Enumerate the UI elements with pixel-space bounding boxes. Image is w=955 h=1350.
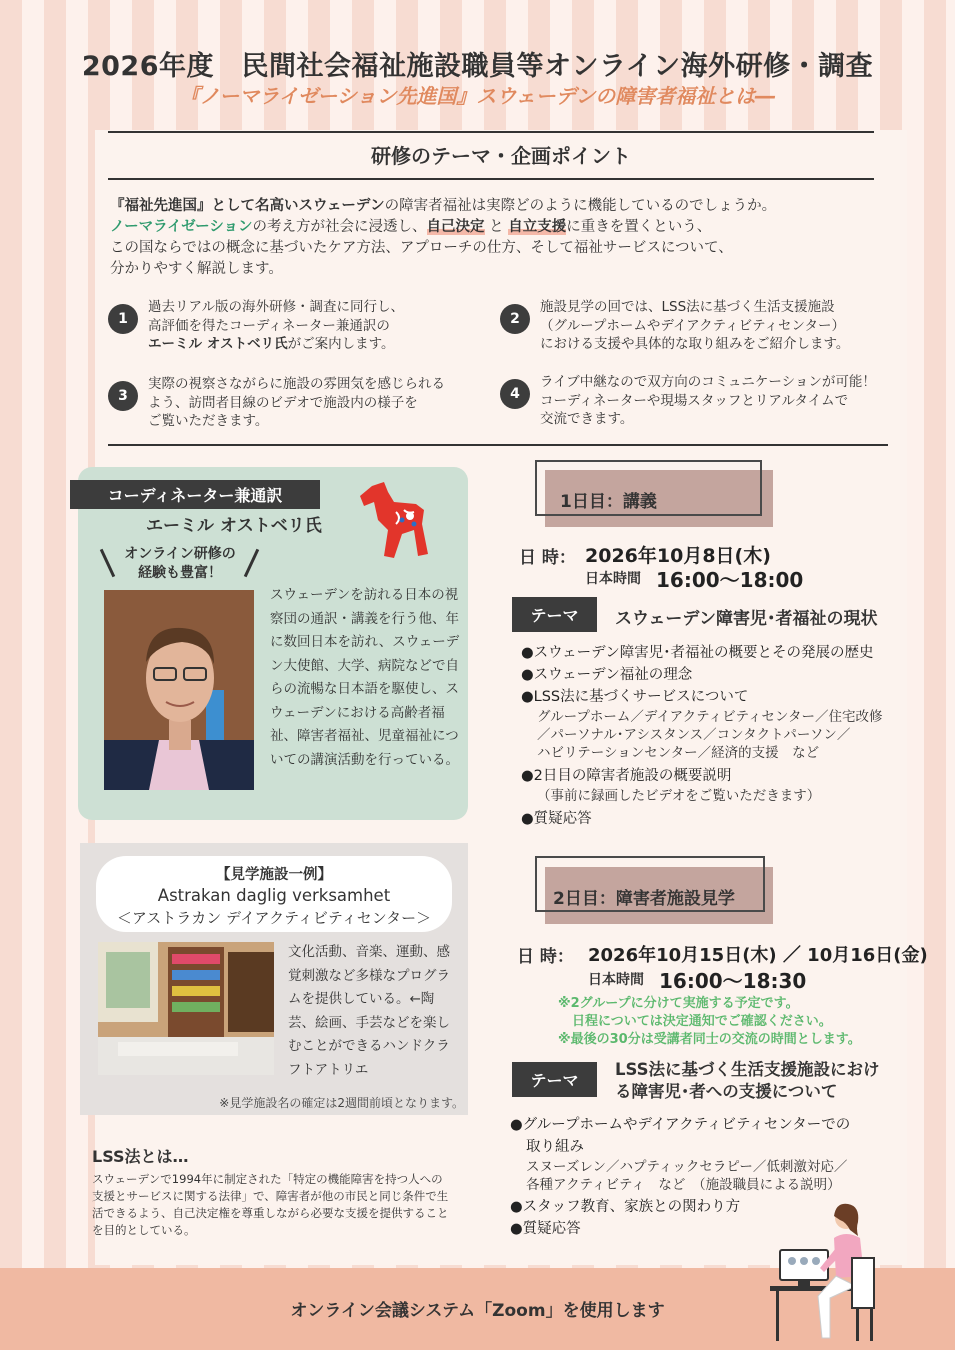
intro-line: の障害者福祉は実際どのように機能しているのでしょうか。 <box>384 198 777 214</box>
point-number: 2 <box>500 304 530 334</box>
day1-time: 16:00〜18:00 <box>656 568 804 592</box>
point-line: 過去リアル版の海外研修・調査に同行し、 <box>148 299 404 315</box>
theme-heading: 研修のテーマ・企画ポイント <box>371 144 631 168</box>
list-item: ●スウェーデン障害児･者福祉の概要とその発展の歴史 <box>521 645 874 661</box>
day1-label: 1日目：講義 <box>560 492 657 512</box>
facility-note: ※見学施設名の確定は2週間前頃となります。 <box>219 1096 464 1110</box>
point-number: 4 <box>500 379 530 409</box>
day2-date-prefix: 日 時： <box>517 947 574 967</box>
note-line: ※最後の30分は受講者同士の交流の時間とします。 <box>558 1032 861 1047</box>
day2-theme-label: テーマ <box>512 1062 597 1097</box>
coordinator-name: エーミル オストベリ氏 <box>146 516 322 536</box>
point-line: よう、訪問者目線のビデオで施設内の様子を <box>148 394 418 411</box>
coordinator-tag: コーディネーター兼通訳 <box>70 480 320 509</box>
intro-line: と <box>484 219 509 235</box>
intro-line: この国ならではの概念に基づいたケア方法、アプローチの仕方、そして福祉サービスについて、 <box>110 240 733 256</box>
intro-text <box>110 196 890 280</box>
day2-time: 16:00〜18:30 <box>659 969 807 993</box>
coordinator-name-inline: エーミル オストベリ氏 <box>148 336 288 352</box>
intro-line: に重きを置くという、 <box>566 219 712 235</box>
facility-photo <box>98 942 274 1075</box>
highlight-self-determination: 自己決定 <box>426 219 485 235</box>
point-line: 施設見学の回では、LSS法に基づく生活支援施設 <box>540 299 835 315</box>
divider <box>108 178 874 180</box>
facility-name-en: Astrakan daglig verksamhet <box>157 886 391 905</box>
coordinator-photo <box>104 590 254 790</box>
day2-date: 2026年10月15日(木) ／ 10月16日(金) <box>588 945 928 966</box>
list-item: ●グループホームやデイアクティビティセンターでの <box>510 1117 851 1133</box>
list-item: ●質疑応答 <box>510 1221 581 1237</box>
note-line: ※2グループに分けて実施する予定です。 <box>558 996 799 1011</box>
point-line: （グループホームやデイアクティビティセンター） <box>540 317 845 334</box>
person-at-computer-icon <box>770 1198 880 1343</box>
list-item: ●スタッフ教育、家族との関わり方 <box>510 1199 741 1215</box>
point-number: 3 <box>108 381 138 411</box>
theme-line: LSS法に基づく生活支援施設におけ <box>615 1060 880 1079</box>
page-subtitle: 『ノーマライゼーション先進国』スウェーデンの障害者福祉とは― <box>179 84 776 108</box>
day1-date: 2026年10月8日(木) <box>585 545 771 567</box>
day1-date-prefix: 日 時： <box>519 548 576 568</box>
list-subitem: ／パーソナル･アシスタンス／コンタクトパーソン／ <box>537 727 851 743</box>
day2-theme <box>615 1059 905 1103</box>
footer-text: オンライン会議システム「Zoom」を使用します <box>290 1301 665 1321</box>
intro-line: の考え方が社会に浸透し、 <box>252 219 427 235</box>
list-subitem: 各種アクティビティ など （施設職員による説明） <box>526 1177 841 1193</box>
highlight-independence: 自立支援 <box>508 219 567 235</box>
day1-time-prefix: 日本時間 <box>585 571 641 587</box>
facility-desc: 文化活動、音楽、運動、感覚刺激など多様なプログラムを提供している。←陶芸、絵画、手芸などを楽しむことができるハンドクラフトアトリエ <box>288 944 450 1078</box>
day1-list <box>521 642 911 830</box>
day2-time-prefix: 日本時間 <box>588 972 644 988</box>
point-line: 交流できます。 <box>540 411 634 427</box>
list-subitem: スヌーズレン／ハプティックセラピー／低刺激対応／ <box>526 1159 848 1175</box>
divider <box>108 131 874 133</box>
dala-horse-icon <box>354 480 434 564</box>
list-subitem: ハビリテーションセンター／経済的支援 など <box>537 745 820 761</box>
day1-theme-label: テーマ <box>512 597 597 632</box>
point-line: ライブ中継なので双方向のコミュニケーションが可能！ <box>540 374 876 390</box>
badge-line: 経験も豊富！ <box>138 565 222 581</box>
list-item: 取り組み <box>526 1139 584 1155</box>
day2-notes <box>558 995 898 1049</box>
intro-bold: 『福祉先進国』として名高いスウェーデン <box>110 198 385 214</box>
divider <box>108 444 888 446</box>
lss-body: スウェーデンで1994年に制定された「特定の機能障害を持つ人への支援とサービスに関する法律」で、障害者が他の市民と同じ条件で生活できるよう、自己決定権を尊重しながら必要な支援を提供することを目的としている。 <box>92 1172 449 1237</box>
list-item: ●スウェーデン福祉の理念 <box>521 667 693 683</box>
list-subitem: （事前に録画したビデオをご覧いただきます） <box>537 788 821 804</box>
experience-badge <box>100 545 260 583</box>
badge-line: オンライン研修の <box>124 546 236 562</box>
facility-heading: 【見学施設一例】 <box>216 867 332 883</box>
point-4 <box>500 373 920 429</box>
list-item: ●LSS法に基づくサービスについて <box>521 689 749 705</box>
page-title: 2026年度 民間社会福祉施設職員等オンライン海外研修・調査 <box>81 51 874 82</box>
day1-theme: スウェーデン障害児･者福祉の現状 <box>615 609 878 629</box>
lss-heading: LSS法とは… <box>92 1147 189 1166</box>
facility-name-ja: ＜アストラカン デイアクティビティセンター＞ <box>116 909 432 927</box>
list-item: ●質疑応答 <box>521 811 592 827</box>
list-item: ●2日目の障害者施設の概要説明 <box>521 768 732 784</box>
point-line: 実際の視察さながらに施設の雰囲気を感じられる <box>148 376 445 392</box>
point-line: ご覧いただきます。 <box>148 413 269 429</box>
intro-line: 分かりやすく解説します。 <box>110 261 283 277</box>
note-line: 日程については決定通知でご確認ください。 <box>572 1014 832 1029</box>
point-line: コーディネーターや現場スタッフとリアルタイムで <box>540 392 849 409</box>
day2-label: 2日目：障害者施設見学 <box>553 889 735 909</box>
point-line: における支援や具体的な取り組みをご紹介します。 <box>540 336 850 352</box>
intro-green: ノーマライゼーション <box>110 219 253 235</box>
point-3 <box>108 375 488 431</box>
point-1 <box>108 298 488 354</box>
point-line: 高評価を得たコーディネーター兼通訳の <box>148 317 390 334</box>
point-2 <box>500 298 910 354</box>
point-line: がご案内します。 <box>287 336 395 352</box>
point-number: 1 <box>108 304 138 334</box>
list-subitem: グループホーム／デイアクティビティセンター／住宅改修 <box>537 709 883 725</box>
coordinator-bio: スウェーデンを訪れる日本の視察団の通訳・講義を行う他、年に数回日本を訪れ、スウェーデン大使館、大学、病院などで自らの流暢な日本語を駆使し、スウェーデンにおける高齢者福祉、障害者福祉、児童福祉についての講演活動を行っている。 <box>270 587 460 768</box>
theme-line: る障害児･者への支援について <box>615 1082 838 1101</box>
